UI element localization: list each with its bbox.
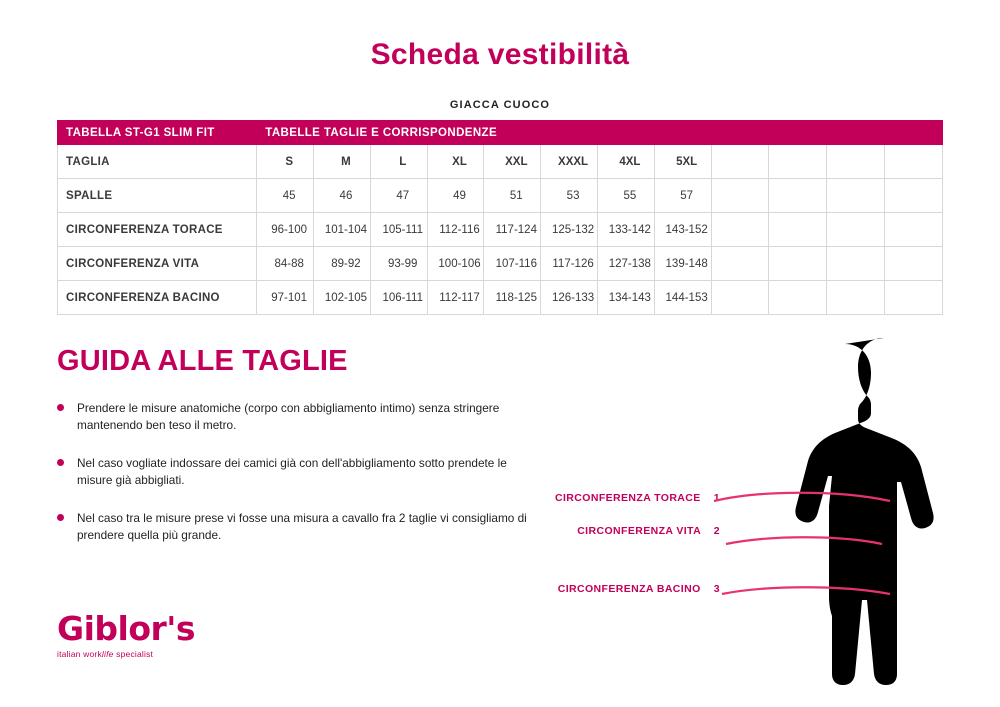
empty-cell [769,247,827,281]
table-cell: 89-92 [314,247,371,281]
size-header-cell: L [370,145,427,179]
empty-cell [769,179,827,213]
empty-cell [885,213,943,247]
table-cell: 102-105 [314,281,371,315]
empty-cell [827,281,885,315]
row-label: CIRCONFERENZA VITA [58,247,257,281]
table-cell: 57 [654,179,711,213]
empty-cell [711,247,769,281]
row-label: CIRCONFERENZA BACINO [58,281,257,315]
size-header-cell: M [314,145,371,179]
table-cell: 97-101 [257,281,314,315]
table-cell: 105-111 [370,213,427,247]
table-cell: 117-124 [484,213,541,247]
table-cell: 134-143 [597,281,654,315]
table-cell: 46 [314,179,371,213]
callout-waist [577,525,720,537]
callout-label: CIRCONFERENZA VITA [577,525,701,537]
size-header-cell: S [257,145,314,179]
tagline-post: specialist [113,649,154,659]
table-header-right: TABELLE TAGLIE E CORRISPONDENZE [257,121,943,145]
brand-name: Giblor's [57,609,196,648]
row-label-header: TAGLIA [58,145,257,179]
tagline-italic: life [101,649,114,659]
bullet-dot-icon [57,514,64,521]
list-item [57,400,527,434]
empty-cell [711,281,769,315]
table-cell: 53 [541,179,598,213]
table-cell: 133-142 [597,213,654,247]
empty-cell [885,247,943,281]
table-cell: 55 [597,179,654,213]
size-table [57,120,943,315]
size-header-cell: 5XL [654,145,711,179]
empty-cell [711,179,769,213]
callout-label: CIRCONFERENZA BACINO [557,583,701,595]
table-header-left: TABELLA ST-G1 SLIM FIT [58,121,257,145]
page-subtitle: GIACCA CUOCO [449,99,551,111]
size-header-cell: 4XL [597,145,654,179]
table-cell: 51 [484,179,541,213]
list-item-text: Nel caso tra le misure prese vi fosse una misura a cavallo fra 2 taglie vi consigliamo di prendere quella più grande. [77,511,527,543]
empty-cell [827,213,885,247]
size-table-container [57,120,943,315]
table-cell: 101-104 [314,213,371,247]
table-cell: 127-138 [597,247,654,281]
table-cell: 84-88 [257,247,314,281]
table-cell: 139-148 [654,247,711,281]
size-header-cell: XXL [484,145,541,179]
table-cell: 93-99 [370,247,427,281]
callout-chest [555,492,720,504]
table-row [58,213,943,247]
empty-cell [827,179,885,213]
brand-logo [57,609,196,659]
brand-tagline [57,649,195,659]
table-row [58,179,943,213]
table-row [58,281,943,315]
empty-cell [827,247,885,281]
bullet-dot-icon [57,459,64,466]
size-guide-section [57,345,527,566]
row-label: CIRCONFERENZA TORACE [58,213,257,247]
table-header-row [58,121,943,145]
table-cell: 106-111 [370,281,427,315]
table-cell: 144-153 [654,281,711,315]
list-item [57,510,527,544]
size-guide-bullets [57,400,527,545]
callout-number: 2 [713,525,720,537]
male-torso-silhouette-icon [700,330,980,690]
empty-cell [827,145,885,179]
empty-cell [885,145,943,179]
row-label: SPALLE [58,179,257,213]
table-cell: 49 [427,179,484,213]
table-row [58,247,943,281]
table-cell: 47 [370,179,427,213]
empty-cell [711,213,769,247]
table-cell: 107-116 [484,247,541,281]
empty-cell [885,281,943,315]
table-cell: 112-117 [427,281,484,315]
size-header-cell: XXXL [541,145,598,179]
table-cell: 112-116 [427,213,484,247]
size-guide-heading: GUIDA ALLE TAGLIE [57,345,348,377]
table-cell: 96-100 [257,213,314,247]
bullet-dot-icon [57,404,64,411]
table-cell: 125-132 [541,213,598,247]
empty-cell [885,179,943,213]
callout-hips [558,583,720,595]
table-cell: 45 [257,179,314,213]
tagline-pre: italian work [57,649,102,659]
callout-number: 3 [713,583,720,595]
page-title: Scheda vestibilità [370,38,630,71]
list-item-text: Prendere le misure anatomiche (corpo con abbigliamento intimo) senza stringere mantenendo ben teso il metro. [77,401,500,433]
table-size-row [58,145,943,179]
table-cell: 143-152 [654,213,711,247]
body-figure-illustration [700,330,980,690]
table-cell: 126-133 [541,281,598,315]
empty-cell [769,145,827,179]
table-cell: 117-126 [541,247,598,281]
callout-number: 1 [713,492,720,504]
table-cell: 100-106 [427,247,484,281]
list-item [57,455,527,489]
table-cell: 118-125 [484,281,541,315]
callout-label: CIRCONFERENZA TORACE [555,492,701,504]
size-header-cell: XL [427,145,484,179]
empty-cell [711,145,769,179]
list-item-text: Nel caso vogliate indossare dei camici già con dell'abbigliamento sotto prendete le misure già abbigliati. [77,456,507,488]
empty-cell [769,213,827,247]
empty-cell [769,281,827,315]
